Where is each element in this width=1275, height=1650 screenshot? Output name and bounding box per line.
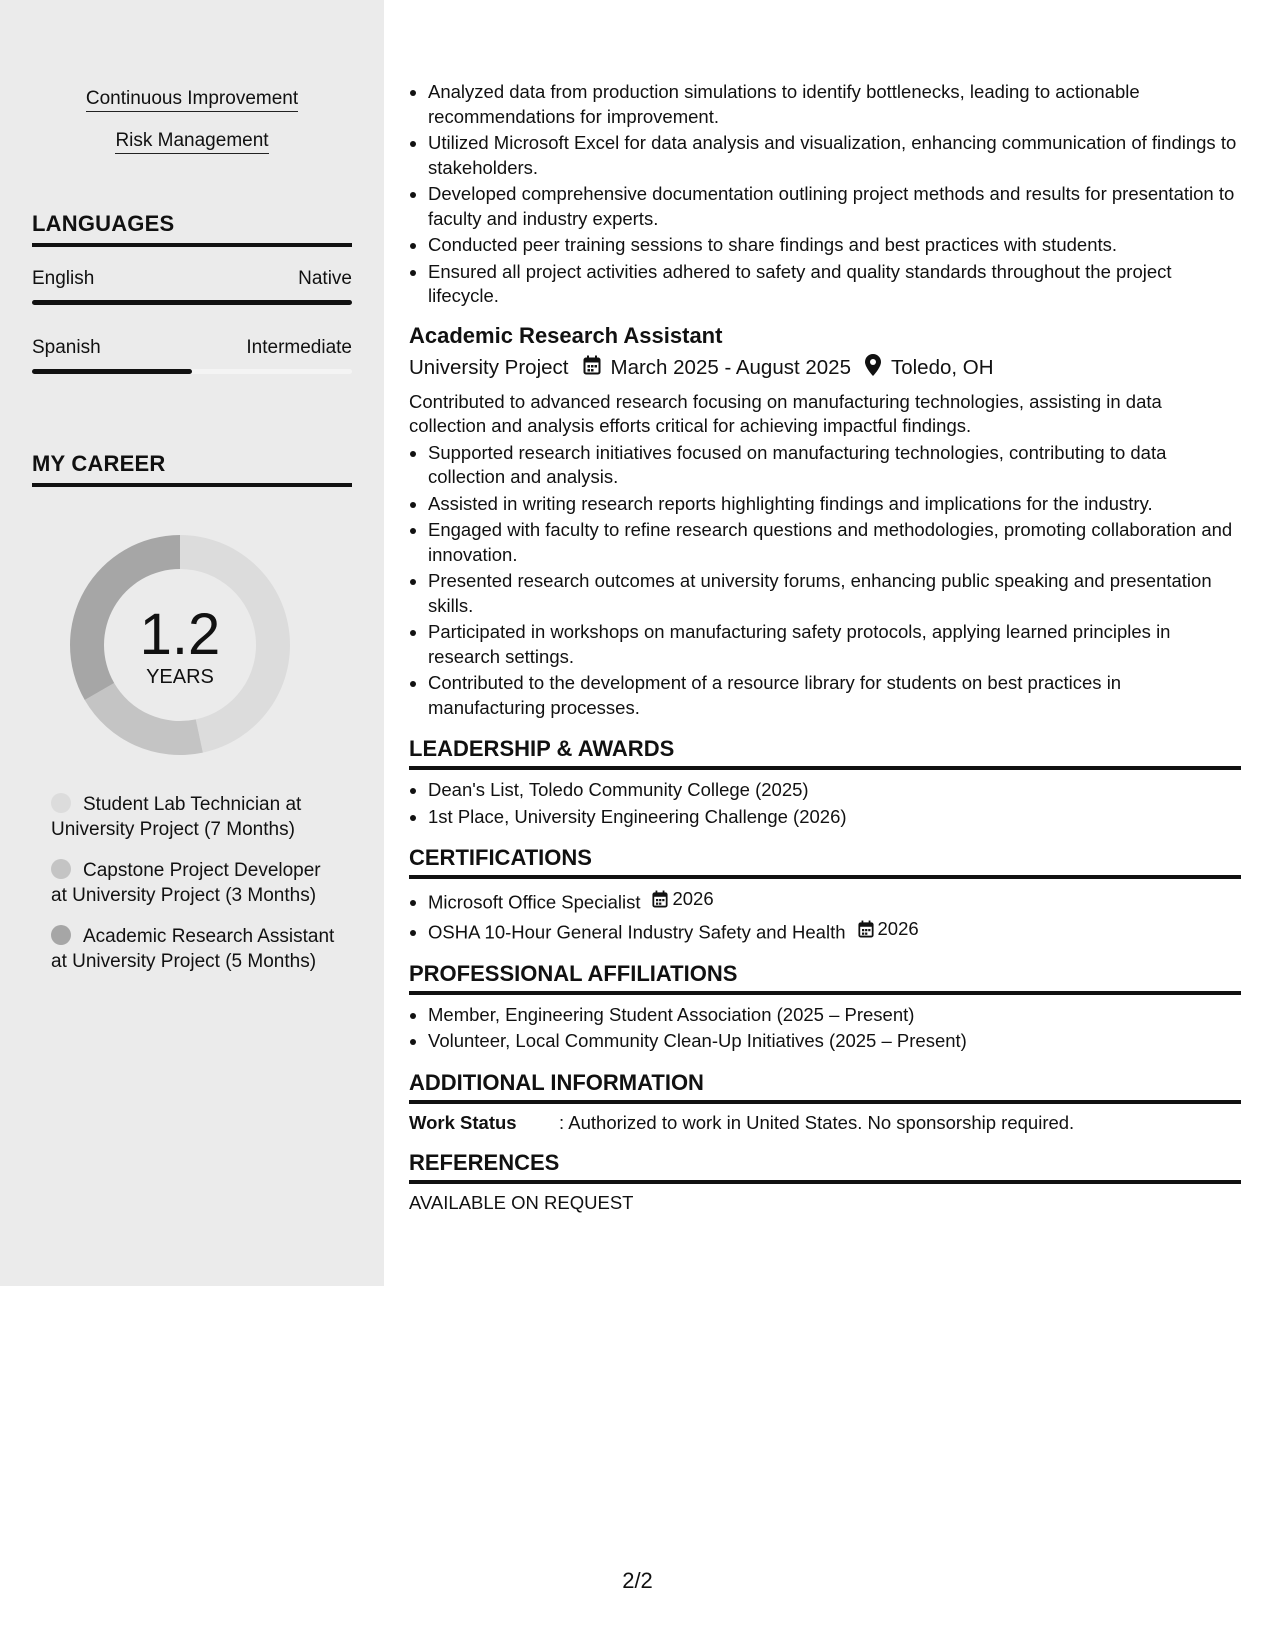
list-item: • Ensured all project activities adhered to safety and quality standards throughout the project lifecycle. [428,260,1241,309]
legend-dot-icon [51,859,71,879]
certification-year: 2026 [877,917,919,939]
list-item [428,887,1241,915]
references-text: AVAILABLE ON REQUEST [409,1191,634,1213]
list-item: • Volunteer, Local Community Clean-Up Initiatives (2025 – Present) [428,1029,1241,1054]
career-legend-item [51,858,341,908]
language-bar-fill [32,300,352,305]
career-legend-label: Academic Research Assistant at University Project (5 Months) [51,926,335,972]
skill-tag: Risk Management [115,130,268,154]
list-item: • Conducted peer training sessions to share findings and best practices with students. [428,233,1241,258]
list-item: • Member, Engineering Student Association (2025 – Present) [428,1003,1241,1028]
location-pin-icon [865,354,881,382]
calendar-icon [858,920,874,938]
list-item: • Participated in workshops on manufacturing safety protocols, applying learned principles in research settings. [428,620,1241,669]
calendar-icon [652,890,668,908]
language-level: Native [298,268,352,289]
list-item: • Dean's List, Toledo Community College (2025) [428,778,1241,803]
job-company: University Project [409,355,569,379]
list-item: • Supported research initiatives focused on manufacturing technologies, contributing to data collection and analysis. [428,441,1241,490]
career-heading: MY CAREER [32,451,352,487]
language-bar-fill [32,369,192,374]
list-item: • Analyzed data from production simulations to identify bottlenecks, leading to actionable recommendations for improvement. [428,80,1241,129]
skills-list [0,88,384,154]
job-location: Toledo, OH [890,355,994,379]
work-status-value: : Authorized to work in United States. No sponsorship required. [559,1111,1075,1133]
language-name: Spanish [32,337,101,358]
job-title: Academic Research Assistant [409,322,723,348]
language-level: Intermediate [246,337,352,358]
career-total: 1.2 [139,601,221,667]
list-item: • Presented research outcomes at university forums, enhancing public speaking and presentation skills. [428,569,1241,618]
list-item: • Engaged with faculty to refine research questions and methodologies, promoting collaboration and innovation. [428,518,1241,567]
list-item [428,917,1241,945]
certification-name: OSHA 10-Hour General Industry Safety and Health [428,921,846,942]
career-unit: YEARS [146,665,214,688]
career-legend-item [51,792,341,842]
certification-year: 2026 [672,888,714,909]
skill-tag: Continuous Improvement [86,88,298,112]
calendar-icon [583,355,601,381]
languages-heading: LANGUAGES [32,211,352,247]
language-bar [32,300,352,305]
affiliations-heading: PROFESSIONAL AFFILIATIONS [409,961,1241,995]
list-item: • Developed comprehensive documentation outlining project methods and results for presentation to faculty and industry experts. [428,182,1241,231]
certifications-list [409,887,1241,945]
career-legend [51,792,341,990]
language-bar [32,369,352,374]
legend-dot-icon [51,793,71,813]
previous-job-bullets [409,80,1241,309]
career-legend-label: Capstone Project Developer at University Project (3 Months) [51,860,321,906]
list-item: • Contributed to the development of a resource library for students on best practices in manufacturing processes. [428,671,1241,720]
additional-info-heading: ADDITIONAL INFORMATION [409,1070,1241,1104]
language-row [32,268,352,290]
work-status-row [409,1112,1241,1134]
page-number: 2/2 [622,1568,653,1593]
language-row [32,337,352,359]
language-name: English [32,268,95,289]
main-content [409,80,1241,1214]
job-bullets [409,441,1241,721]
legend-dot-icon [51,925,71,945]
leadership-list [409,778,1241,829]
career-legend-item [51,924,341,974]
list-item: • Utilized Microsoft Excel for data analysis and visualization, enhancing communication of findings to stakeholders. [428,131,1241,180]
career-legend-label: Student Lab Technician at University Project (7 Months) [51,794,302,840]
sidebar [0,0,384,1286]
job-description: Contributed to advanced research focusing on manufacturing technologies, assisting in data collection and analysis efforts critical for achieving impactful findings. [409,390,1162,436]
list-item: • Assisted in writing research reports highlighting findings and implications for the industry. [428,492,1241,517]
work-status-label: Work Status [409,1111,517,1133]
certifications-heading: CERTIFICATIONS [409,845,1241,879]
list-item: • 1st Place, University Engineering Challenge (2026) [428,805,1241,830]
career-donut [60,525,300,765]
job-meta [409,354,1241,382]
job-dates: March 2025 - August 2025 [610,355,851,379]
certification-name: Microsoft Office Specialist [428,891,641,913]
references-heading: REFERENCES [409,1150,1241,1184]
affiliations-list [409,1003,1241,1054]
leadership-heading: LEADERSHIP & AWARDS [409,736,1241,770]
